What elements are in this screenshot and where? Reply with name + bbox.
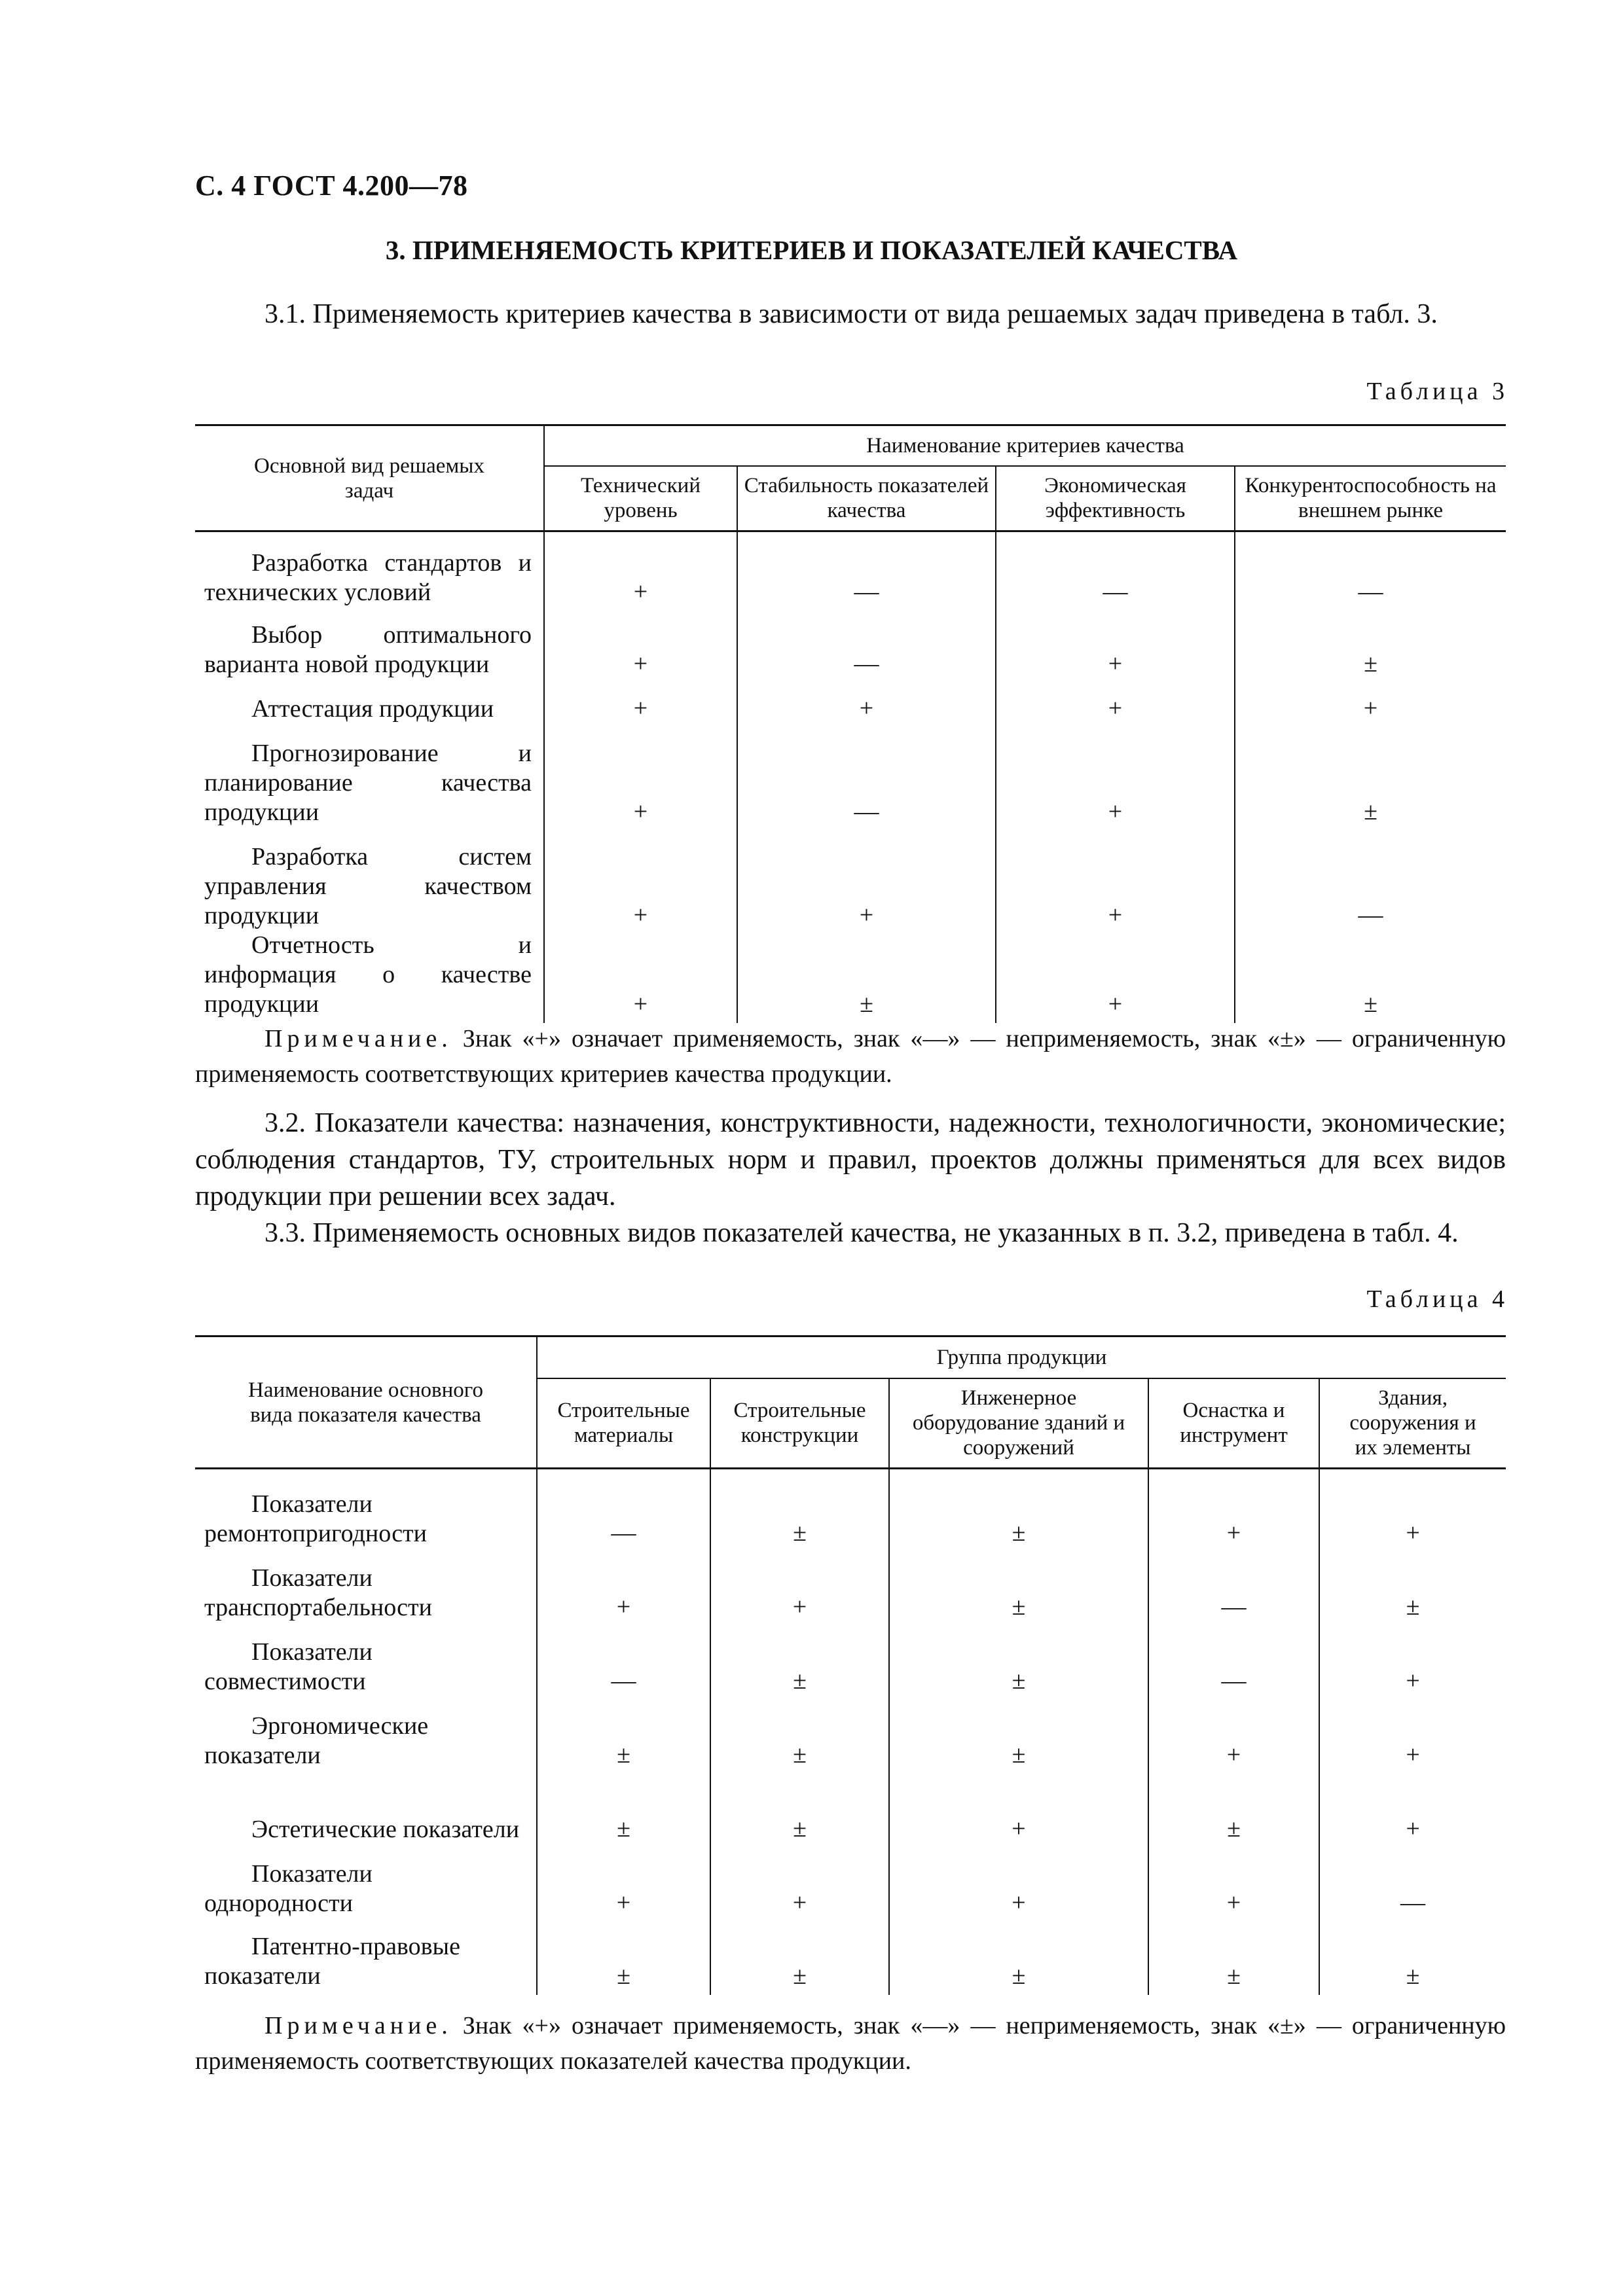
paragraph-3-2-text: 3.2. Показатели качества: назначения, конструктивности, надежности, технологичности, экономические; соблюдения стандартов, ТУ, строительных норм и правил, проектов должны применяться для всех видов продукции при решении всех задач. [195,1108,1506,1211]
table3-row-header: Основной вид решаемых задач [195,425,544,531]
table3-group-header: Наименование критериев качества [544,425,1506,466]
paragraph-3-2-3-3 [195,1105,1506,1251]
table4-col-header: Строительные материалы [537,1378,710,1469]
cell-value: + [544,827,737,931]
table4-row-header: Наименование основного вида показателя качества [195,1336,537,1469]
cell-value: + [996,724,1235,827]
cell-value: — [996,531,1235,607]
row-label-text: Показатели однородности [204,1859,373,1917]
cell-value: + [544,931,737,1023]
cell-value: + [544,724,737,827]
table-row [195,1549,1506,1623]
cell-value: — [737,531,996,607]
cell-value: ± [1364,797,1377,825]
cell-value: + [996,607,1235,679]
cell-value: + [544,607,737,679]
cell-value: + [1406,1740,1420,1768]
cell-value: ± [1364,649,1377,677]
table4-col-header: Здания, сооружения и их элементы [1319,1378,1506,1469]
cell-value: ± [710,1696,889,1770]
cell-value: ± [710,1918,889,1995]
row-label [195,1844,537,1918]
cell-value: + [537,1549,710,1623]
table4-group-header: Группа продукции [537,1336,1506,1378]
cell-value: + [1406,1518,1420,1547]
row-label [195,679,544,724]
table3-note [195,1021,1506,1092]
table4-col-header: Оснастка и инструмент [1148,1378,1319,1469]
cell-value: ± [1364,990,1377,1018]
cell-value: ± [537,1918,710,1995]
cell-value: ± [537,1770,710,1844]
cell-value: + [710,1844,889,1918]
table3-caption: Таблица 3 [1366,378,1508,405]
table4-col-header: Инженерное оборудование зданий и сооружений [889,1378,1148,1469]
table-row [195,531,1506,607]
cell-value: — [537,1469,710,1549]
note-label: Примечание. [264,1025,452,1052]
row-label-text: Эргономические показатели [204,1712,429,1769]
cell-value: + [1406,1814,1420,1842]
cell-value: + [1148,1696,1319,1770]
row-label [195,607,544,679]
cell-value: — [1358,901,1383,929]
table-row [195,1469,1506,1549]
cell-value: + [889,1770,1148,1844]
row-label [195,531,544,607]
cell-value: + [996,679,1235,724]
cell-value: + [710,1549,889,1623]
row-label-text: Показатели ремонтопригодности [204,1490,427,1547]
cell-value: ± [889,1549,1148,1623]
table4-note [195,2008,1506,2079]
cell-value: + [1148,1844,1319,1918]
row-label-text: Патентно-правовые показатели [204,1932,460,1990]
table3 [195,424,1506,1023]
row-label [195,827,544,931]
cell-value: — [537,1623,710,1696]
table4-col-header: Строительные конструкции [710,1378,889,1469]
table-row [195,679,1506,724]
row-label [195,1549,537,1623]
cell-value: ± [537,1696,710,1770]
table-row [195,1696,1506,1770]
table-row [195,1844,1506,1918]
cell-value: + [537,1844,710,1918]
cell-value: + [544,679,737,724]
cell-value: ± [1406,1592,1420,1621]
table4-body [195,1469,1506,1995]
table3-col-header: Стабильность показателей качества [737,466,996,531]
cell-value: + [737,827,996,931]
table3-col-header: Конкурентоспособность на внешнем рынке [1235,466,1506,531]
row-label-text: Аттестация продукции [251,694,494,723]
table-row [195,724,1506,827]
table3-col-header: Экономическая эффективность [996,466,1235,531]
table-row [195,931,1506,1023]
cell-value: ± [889,1918,1148,1995]
cell-value: — [1148,1549,1319,1623]
cell-value: ± [889,1623,1148,1696]
row-label-text: Отчетность и информация о качестве продукции [204,931,532,1018]
table-row [195,1623,1506,1696]
page-header: С. 4 ГОСТ 4.200—78 [195,170,468,202]
row-label-text: Показатели транспортабельности [204,1564,432,1621]
cell-value: ± [737,931,996,1023]
table4 [195,1335,1506,1995]
cell-value: ± [889,1469,1148,1549]
cell-value: + [1148,1469,1319,1549]
row-label [195,931,544,1023]
cell-value: ± [1148,1770,1319,1844]
note-label: Примечание. [264,2012,452,2039]
note-text: Знак «+» означает применяемость, знак «—» — неприменяемость, знак «±» — ограниченную применяемость соответствующих критериев качества продукции. [195,1025,1506,1088]
table-row [195,607,1506,679]
row-label [195,1469,537,1549]
row-label [195,724,544,827]
note-text: Знак «+» означает применяемость, знак «—» — неприменяемость, знак «±» — ограниченную применяемость соответствующих показателей качества продукции. [195,2012,1506,2075]
row-label-text: Показатели совместимости [204,1638,373,1695]
cell-value: — [737,607,996,679]
row-label [195,1696,537,1770]
row-label-text: Эстетические показатели [251,1815,520,1843]
cell-value: ± [710,1469,889,1549]
cell-value: + [889,1844,1148,1918]
cell-value: + [1406,1666,1420,1695]
table-row [195,827,1506,931]
cell-value: ± [710,1770,889,1844]
table3-body [195,531,1506,1023]
table-row [195,1770,1506,1844]
paragraph-3-1-text: 3.1. Применяемость критериев качества в зависимости от вида решаемых задач приведена в табл. 3. [264,299,1438,329]
cell-value: ± [710,1623,889,1696]
cell-value: ± [1148,1918,1319,1995]
row-label-text: Выбор оптимального варианта новой продукции [204,620,532,678]
cell-value: — [1358,577,1383,605]
row-label [195,1623,537,1696]
row-label-text: Разработка систем управления качеством продукции [204,842,532,929]
paragraph-3-3-text: 3.3. Применяемость основных видов показателей качества, не указанных в п. 3.2, приведена в табл. 4. [264,1218,1459,1248]
cell-value: — [737,724,996,827]
cell-value: + [996,827,1235,931]
cell-value: + [737,679,996,724]
row-label-text: Прогнозирование и планирование качества продукции [204,739,532,826]
cell-value: — [1400,1888,1426,1916]
cell-value: ± [1406,1962,1420,1990]
cell-value: — [1148,1623,1319,1696]
table-row [195,1918,1506,1995]
cell-value: + [544,531,737,607]
cell-value: ± [889,1696,1148,1770]
paragraph-3-1 [195,296,1506,332]
section-title: 3. ПРИМЕНЯЕМОСТЬ КРИТЕРИЕВ И ПОКАЗАТЕЛЕЙ КАЧЕСТВА [385,235,1238,265]
table3-col-header: Технический уровень [544,466,737,531]
row-label [195,1918,537,1995]
row-label-text: Разработка стандартов и технических условий [204,548,532,606]
cell-value: + [996,931,1235,1023]
table4-caption: Таблица 4 [1366,1285,1508,1313]
row-label [195,1770,537,1844]
cell-value: + [1363,694,1378,722]
